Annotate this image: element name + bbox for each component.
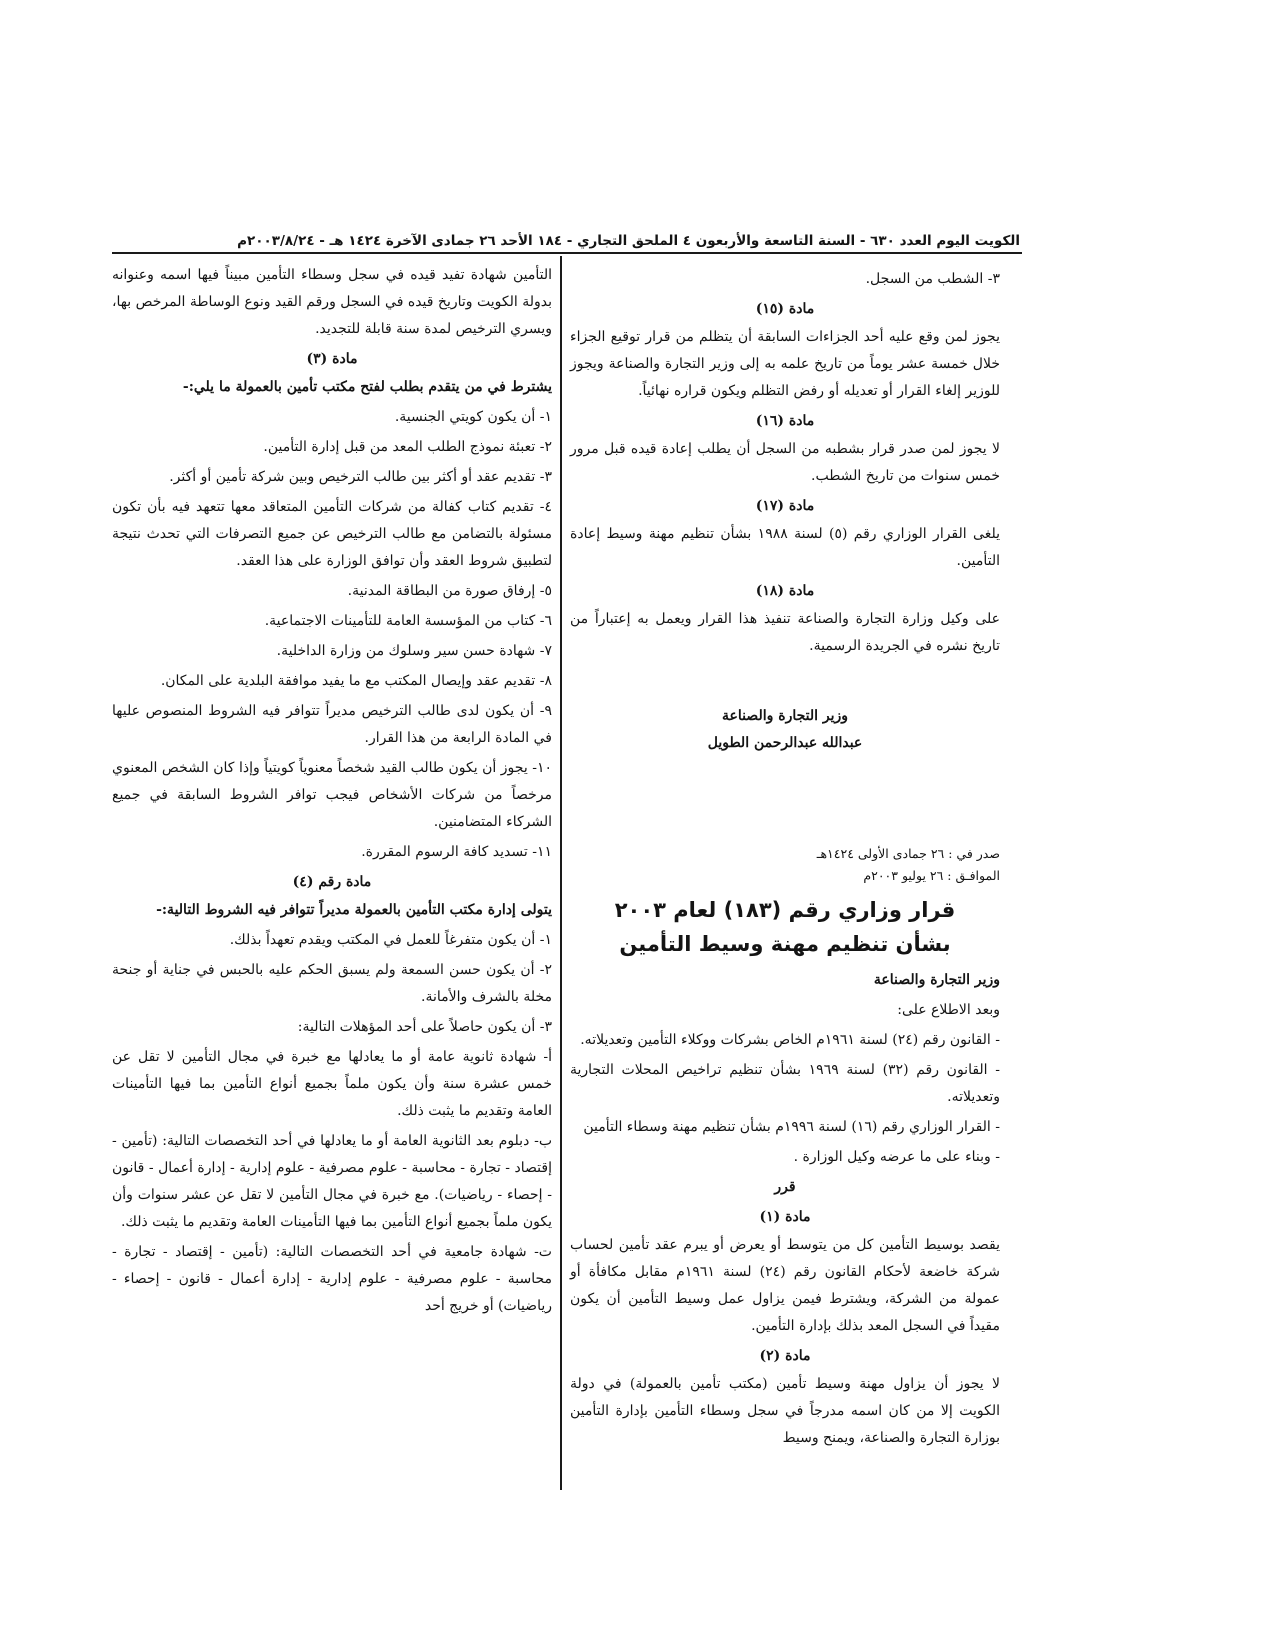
reference-1: - القانون رقم (٢٤) لسنة ١٩٦١م الخاص بشركات ووكلاء التأمين وتعديلاته. <box>580 1032 1000 1048</box>
article-15-text: يجوز لمن وقع عليه أحد الجزاءات السابقة أن يتظلم من قرار توقيع الجزاء خلال خمسة عشر يوماً من تاريخ علمه به إلى وزير التجارة والصناعة ويجوز للوزير إلغاء القرار أو تعديله أو رفض التظلم ويكون قراره نهائياً. <box>570 329 1000 399</box>
condition-5: ٥- إرفاق صورة من البطاقة المدنية. <box>347 583 552 599</box>
condition-10: ١٠- يجوز أن يكون طالب القيد شخصاً معنوياً كويتياً وإذا كان الشخص المعنوي مرخصاً من شركات الأشخاص فيجب توافر الشروط السابقة في جميع الشركاء المتضامنين. <box>112 760 552 830</box>
qualification-b: ب- دبلوم بعد الثانوية العامة أو ما يعادلها في أحد التخصصات التالية: (تأمين - إقتصاد - تجارة - محاسبة - علوم مصرفية - علوم إدارية - إدارة أعمال - قانون - إحصاء - رياضيات). مع خبرة في مجال التأمين لا تقل عن عشر سنوات وأن يكون ملماً بجميع أنواع التأمين بما فيها التأمينات العامة وتقديم ما يثبت ذلك. <box>112 1133 552 1230</box>
article-4-intro: يتولى إدارة مكتب التأمين بالعمولة مديراً تتوافر فيه الشروط التالية:- <box>156 902 552 918</box>
reference-3: - القرار الوزاري رقم (١٦) لسنة ١٩٩٦م بشأن تنظيم مهنة وسطاء التأمين <box>583 1119 1000 1135</box>
condition-7: ٧- شهادة حسن سير وسلوك من وزارة الداخلية. <box>276 643 552 659</box>
condition-2: ٢- تعبئة نموذج الطلب المعد من قبل إدارة التأمين. <box>263 439 552 455</box>
article-3-title: مادة (٣) <box>306 351 358 367</box>
condition-8: ٨- تقديم عقد وإيصال المكتب مع ما يفيد موافقة البلدية على المكان. <box>160 673 552 689</box>
article-15-title: مادة (١٥) <box>755 301 815 317</box>
article-3-intro: يشترط في من يتقدم بطلب لفتح مكتب تأمين بالعمولة ما يلي:- <box>182 379 552 395</box>
minister-heading: وزير التجارة والصناعة <box>873 972 1000 988</box>
article-16-title: مادة (١٦) <box>755 413 815 429</box>
article-1-title: مادة (١) <box>759 1209 811 1225</box>
corresponding-date: الموافـق : ٢٦ يوليو ٢٠٠٣م <box>863 868 1000 883</box>
signature-name: عبدالله عبدالرحمن الطويل <box>707 735 863 751</box>
article-18-title: مادة (١٨) <box>755 583 815 599</box>
condition-6: ٦- كتاب من المؤسسة العامة للتأمينات الاجتماعية. <box>264 613 552 629</box>
qualification-a: أ- شهادة ثانوية عامة أو ما يعادلها مع خبرة في مجال التأمين لا تقل عن خمس عشرة سنة وأن يكون ملماً بجميع أنواع التأمين بما فيها التأمينات العامة وتقديم ما يثبت ذلك. <box>112 1049 552 1119</box>
right-para-intro: ٣- الشطب من السجل. <box>865 271 1000 287</box>
manager-condition-1: ١- أن يكون متفرغاً للعمل في المكتب ويقدم تعهداً بذلك. <box>229 932 552 948</box>
signature-title: وزير التجارة والصناعة <box>721 708 849 724</box>
article-2-text: لا يجوز أن يزاول مهنة وسيط تأمين (مكتب تأمين بالعمولة) في دولة الكويت إلا من كان اسمه مدرجاً في سجل وسطاء التأمين بإدارة التأمين بوزارة التجارة والصناعة، ويمنح وسيط <box>570 1376 1000 1446</box>
decided-heading: قرر <box>774 1179 796 1195</box>
article-16-text: لا يجوز لمن صدر قرار بشطبه من السجل أن يطلب إعادة قيده قبل مرور خمس سنوات من تاريخ الشطب. <box>570 441 1000 484</box>
article-4-title: مادة رقم (٤) <box>292 874 372 890</box>
spacer <box>570 663 1000 703</box>
header-rule <box>112 252 1022 254</box>
article-17-title: مادة (١٧) <box>755 498 815 514</box>
left-column <box>112 262 552 1323</box>
manager-condition-3: ٣- أن يكون حاصلاً على أحد المؤهلات التالية: <box>297 1019 552 1035</box>
article-17-text: يلغى القرار الوزاري رقم (٥) لسنة ١٩٨٨ بشأن تنظيم مهنة وسيط إعادة التأمين. <box>570 526 1000 569</box>
condition-4: ٤- تقديم كتاب كفالة من شركات التأمين المتعاقد معها تتعهد فيه بأن تكون مسئولة بالتضامن مع طالب الترخيص عن جميع التصرفات التي تحدث نتيجة لتطبيق شروط العقد وأن توافق الوزارة على هذا العقد. <box>112 499 552 569</box>
issued-date: صدر في : ٢٦ جمادى الأولى ١٤٢٤هـ <box>816 846 1000 861</box>
spacer <box>570 757 1000 843</box>
column-divider <box>560 256 562 1490</box>
article-2-continuation: التأمين شهادة تفيد قيده في سجل وسطاء التأمين مبيناً فيها اسمه وعنوانه بدولة الكويت وتاريخ قيده في السجل ورقم القيد ونوع الوساطة المرخص بها، ويسري الترخيص لمدة سنة قابلة للتجديد. <box>112 267 552 337</box>
gazette-header: الكويت اليوم العدد ٦٣٠ - السنة التاسعة والأربعون ٤ الملحق التجاري - ١٨٤ الأحد ٢٦ جمادى الآخرة ١٤٢٤ هـ - ٢٠٠٣/٨/٢٤م <box>237 233 1020 249</box>
condition-9: ٩- أن يكون لدى طالب الترخيص مديراً تتوافر فيه الشروط المنصوص عليها في المادة الرابعة من هذا القرار. <box>112 703 552 746</box>
condition-3: ٣- تقديم عقد أو أكثر بين طالب الترخيص وبين شركة تأمين أو أكثر. <box>169 469 552 485</box>
after-review: وبعد الاطلاع على: <box>897 1002 1000 1018</box>
right-column <box>570 266 1000 1455</box>
reference-4: - وبناء على ما عرضه وكيل الوزارة . <box>793 1149 1000 1165</box>
article-2-title: مادة (٢) <box>759 1348 811 1364</box>
article-1-text: يقصد بوسيط التأمين كل من يتوسط أو يعرض أو يبرم عقد تأمين لحساب شركة خاضعة لأحكام القانون رقم (٢٤) لسنة ١٩٦١م مقابل مكافأة أو عمولة من الشركة، ويشترط فيمن يزاول عمل وسيط التأمين أن يكون مقيداً في السجل المعد بذلك بإدارة التأمين. <box>570 1237 1000 1334</box>
article-18-text: على وكيل وزارة التجارة والصناعة تنفيذ هذا القرار ويعمل به إعتباراً من تاريخ نشره في الجريدة الرسمية. <box>570 611 1000 654</box>
qualification-c: ت- شهادة جامعية في أحد التخصصات التالية: (تأمين - إقتصاد - تجارة - محاسبة - علوم مصرفية - علوم إدارية - إدارة أعمال - قانون - إحصاء - رياضيات) أو خريج أحد <box>112 1244 552 1314</box>
decree-title-line-2: بشأن تنظيم مهنة وسيط التأمين <box>619 932 951 956</box>
decree-title-line-1: قرار وزاري رقم (١٨٣) لعام ٢٠٠٣ <box>614 898 956 922</box>
reference-2: - القانون رقم (٣٢) لسنة ١٩٦٩ بشأن تنظيم تراخيص المحلات التجارية وتعديلاته. <box>570 1062 1000 1105</box>
manager-condition-2: ٢- أن يكون حسن السمعة ولم يسبق الحكم عليه بالحبس في جناية أو جنحة مخلة بالشرف والأمانة. <box>112 962 552 1005</box>
decree-title <box>570 893 1000 961</box>
condition-1: ١- أن يكون كويتي الجنسية. <box>394 409 552 425</box>
condition-11: ١١- تسديد كافة الرسوم المقررة. <box>361 844 552 860</box>
